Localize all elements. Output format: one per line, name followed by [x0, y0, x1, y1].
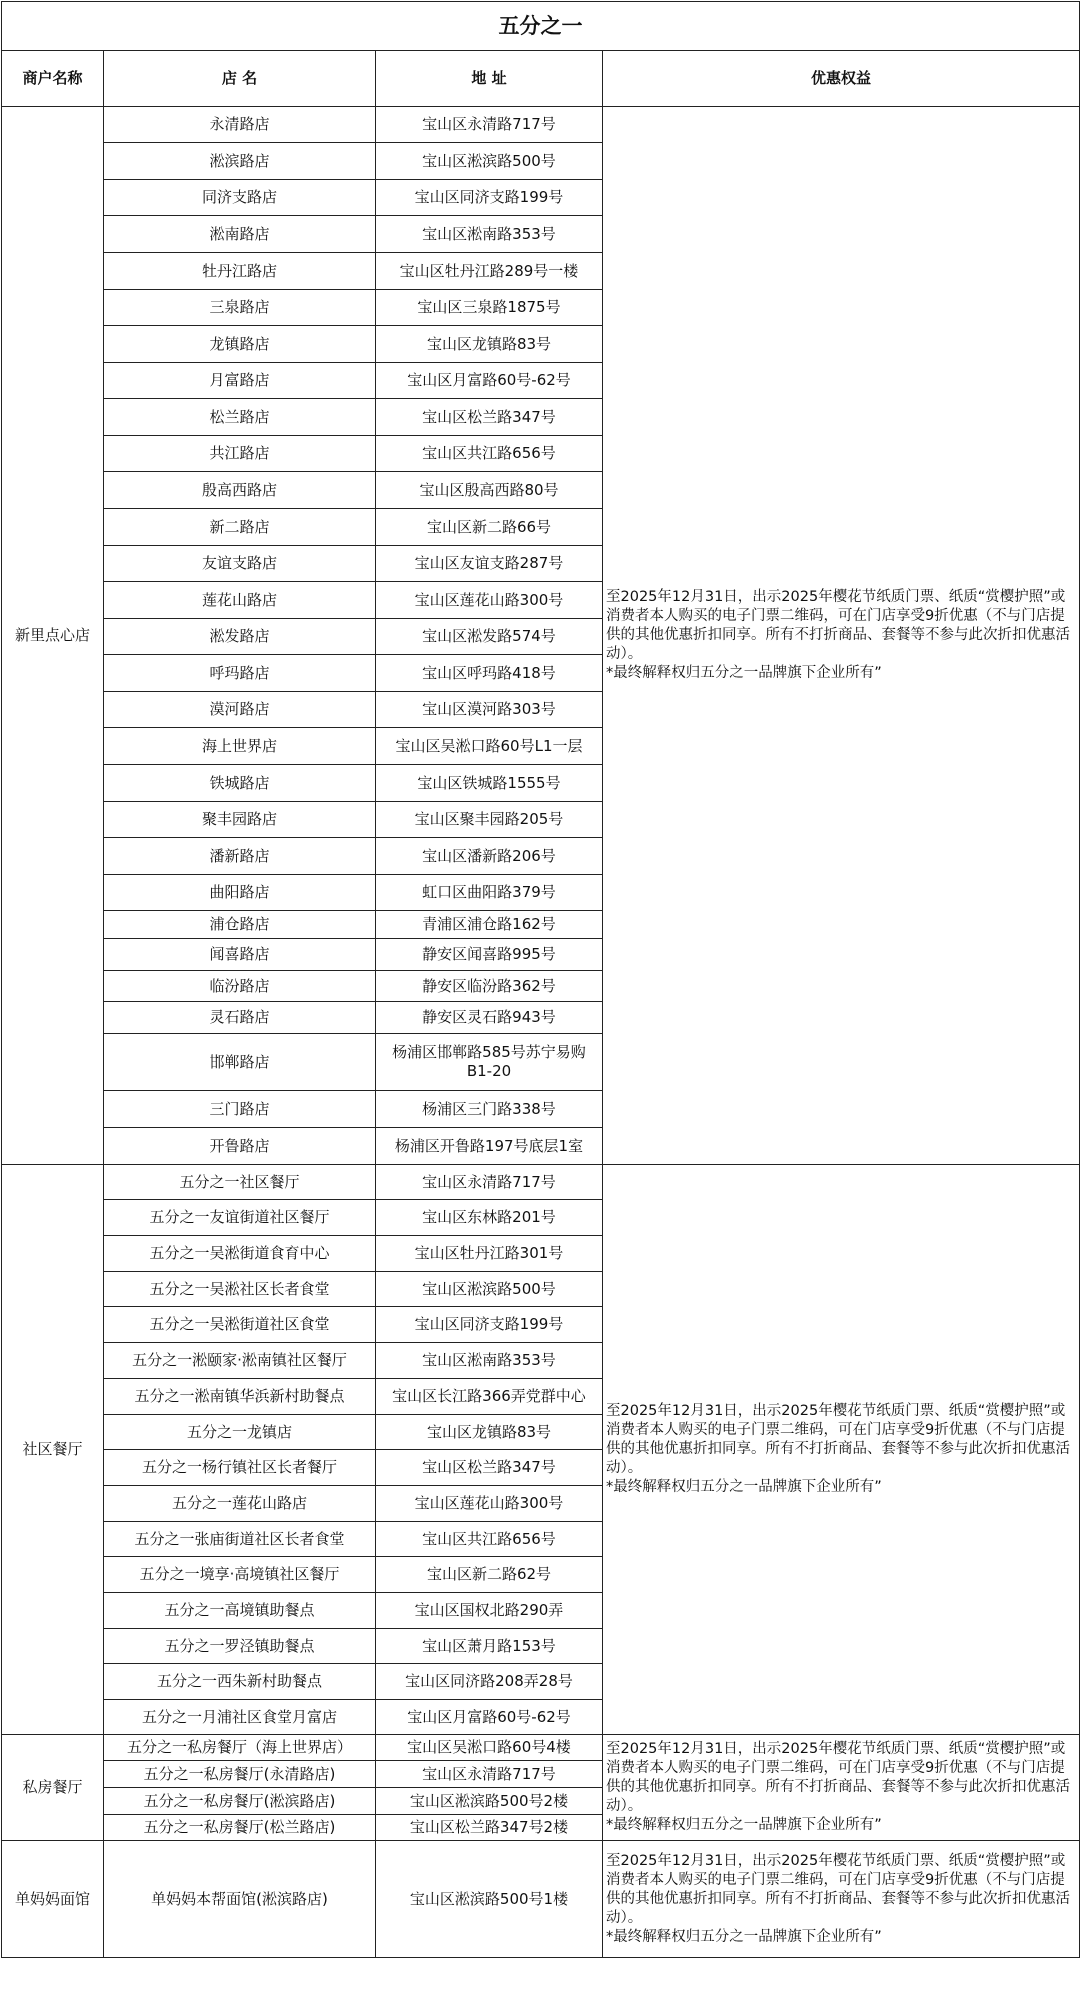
store-name: 新二路店 [104, 509, 376, 546]
store-address: 宝山区国权北路290弄 [376, 1593, 603, 1629]
benefit-cell [603, 1841, 1080, 1958]
store-address: 宝山区同济路208弄28号 [376, 1664, 603, 1700]
table-row [2, 1841, 1080, 1958]
merchant-name: 单妈妈面馆 [2, 1841, 104, 1958]
merchant-name: 新里点心店 [2, 107, 104, 1165]
store-address: 宝山区龙镇路83号 [376, 326, 603, 363]
store-address: 虹口区曲阳路379号 [376, 875, 603, 911]
store-address: 宝山区吴淞口路60号L1一层 [376, 728, 603, 765]
store-address: 宝山区淞南路353号 [376, 216, 603, 253]
store-address: 宝山区莲花山路300号 [376, 1486, 603, 1522]
store-address: 宝山区同济支路199号 [376, 180, 603, 216]
store-name: 五分之一张庙街道社区长者食堂 [104, 1522, 376, 1557]
store-address: 宝山区龙镇路83号 [376, 1415, 603, 1450]
store-address: 宝山区漠河路303号 [376, 692, 603, 728]
store-name: 莲花山路店 [104, 582, 376, 619]
benefit-text: 至2025年12月31日，出示2025年樱花节纸质门票、纸质“赏樱护照”或消费者本人购买的电子门票二维码，可在门店享受9折优惠（不与门店提供的其他优惠折扣同享。所有不打折商品、套餐等不参与此次折扣优惠活动）。 [606, 1741, 1070, 1814]
store-name: 松兰路店 [104, 399, 376, 436]
store-name: 灵石路店 [104, 1002, 376, 1034]
store-name: 五分之一淞南镇华浜新村助餐点 [104, 1379, 376, 1415]
table-row [2, 107, 1080, 143]
table-row [2, 1165, 1080, 1200]
store-name: 单妈妈本帮面馆(淞滨路店) [104, 1841, 376, 1958]
store-name: 铁城路店 [104, 765, 376, 802]
benefit-note: *最终解释权归五分之一品牌旗下企业所有” [606, 665, 882, 681]
store-name: 五分之一境享·高境镇社区餐厅 [104, 1557, 376, 1593]
store-address: 宝山区永清路717号 [376, 107, 603, 143]
store-name: 同济支路店 [104, 180, 376, 216]
store-name: 牡丹江路店 [104, 253, 376, 290]
store-name: 临汾路店 [104, 971, 376, 1002]
benefit-note: *最终解释权归五分之一品牌旗下企业所有” [606, 1479, 882, 1495]
store-address: 宝山区淞滨路500号 [376, 143, 603, 180]
store-address: 宝山区松兰路347号2楼 [376, 1815, 603, 1841]
store-name: 浦仓路店 [104, 911, 376, 939]
store-address: 杨浦区邯郸路585号苏宁易购B1-20 [376, 1034, 603, 1091]
store-address: 宝山区月富路60号-62号 [376, 363, 603, 399]
store-name: 龙镇路店 [104, 326, 376, 363]
store-name: 曲阳路店 [104, 875, 376, 911]
table-title: 五分之一 [2, 2, 1080, 51]
store-address: 宝山区东林路201号 [376, 1200, 603, 1236]
store-name: 邯郸路店 [104, 1034, 376, 1091]
store-address: 宝山区淞滨路500号 [376, 1272, 603, 1307]
store-name: 呼玛路店 [104, 655, 376, 692]
header-merchant: 商户名称 [2, 51, 104, 107]
store-address: 静安区闻喜路995号 [376, 939, 603, 971]
store-address: 宝山区新二路66号 [376, 509, 603, 546]
store-address: 杨浦区三门路338号 [376, 1091, 603, 1128]
store-address: 宝山区潘新路206号 [376, 838, 603, 875]
store-address: 宝山区淞滨路500号2楼 [376, 1788, 603, 1815]
store-address: 宝山区友谊支路287号 [376, 546, 603, 582]
store-name: 五分之一社区餐厅 [104, 1165, 376, 1200]
store-name: 三泉路店 [104, 290, 376, 326]
header-benefit: 优惠权益 [603, 51, 1080, 107]
store-name: 淞发路店 [104, 619, 376, 655]
header-store: 店 名 [104, 51, 376, 107]
benefit-note: *最终解释权归五分之一品牌旗下企业所有” [606, 1817, 882, 1833]
store-address: 宝山区淞发路574号 [376, 619, 603, 655]
store-address: 宝山区共江路656号 [376, 436, 603, 472]
store-address: 宝山区永清路717号 [376, 1761, 603, 1788]
store-name: 淞滨路店 [104, 143, 376, 180]
store-name: 开鲁路店 [104, 1128, 376, 1165]
store-address: 宝山区牡丹江路301号 [376, 1236, 603, 1272]
merchant-name: 私房餐厅 [2, 1735, 104, 1841]
benefit-text: 至2025年12月31日，出示2025年樱花节纸质门票、纸质“赏樱护照”或消费者本人购买的电子门票二维码，可在门店享受9折优惠（不与门店提供的其他优惠折扣同享。所有不打折商品、套餐等不参与此次折扣优惠活动）。 [606, 1852, 1070, 1926]
store-address: 宝山区萧月路153号 [376, 1629, 603, 1664]
store-name: 五分之一吴淞街道食育中心 [104, 1236, 376, 1272]
store-name: 潘新路店 [104, 838, 376, 875]
benefit-text: 至2025年12月31日，出示2025年樱花节纸质门票、纸质“赏樱护照”或消费者本人购买的电子门票二维码，可在门店享受9折优惠（不与门店提供的其他优惠折扣同享。所有不打折商品、套餐等不参与此次折扣优惠活动）。 [606, 1403, 1070, 1476]
store-name: 殷高西路店 [104, 472, 376, 509]
store-address: 宝山区吴淞口路60号4楼 [376, 1735, 603, 1761]
merchant-table [1, 1, 1080, 1958]
store-address: 宝山区新二路62号 [376, 1557, 603, 1593]
store-address: 宝山区铁城路1555号 [376, 765, 603, 802]
store-name: 淞南路店 [104, 216, 376, 253]
store-name: 三门路店 [104, 1091, 376, 1128]
benefit-cell [603, 107, 1080, 1165]
store-address: 静安区灵石路943号 [376, 1002, 603, 1034]
table-row [2, 1735, 1080, 1761]
store-name: 闻喜路店 [104, 939, 376, 971]
store-name: 海上世界店 [104, 728, 376, 765]
store-name: 五分之一友谊街道社区餐厅 [104, 1200, 376, 1236]
benefit-text: 至2025年12月31日，出示2025年樱花节纸质门票、纸质“赏樱护照”或消费者本人购买的电子门票二维码，可在门店享受9折优惠（不与门店提供的其他优惠折扣同享。所有不打折商品、套餐等不参与此次折扣优惠活动）。 [606, 589, 1070, 662]
table-body [2, 107, 1080, 1958]
store-name: 五分之一私房餐厅(永清路店) [104, 1761, 376, 1788]
merchant-name: 社区餐厅 [2, 1165, 104, 1735]
store-address: 宝山区松兰路347号 [376, 1450, 603, 1486]
store-address: 宝山区永清路717号 [376, 1165, 603, 1200]
benefit-note: *最终解释权归五分之一品牌旗下企业所有” [606, 1928, 882, 1945]
header-row [2, 51, 1080, 107]
store-name: 漠河路店 [104, 692, 376, 728]
store-name: 五分之一莲花山路店 [104, 1486, 376, 1522]
store-address: 宝山区三泉路1875号 [376, 290, 603, 326]
store-name: 五分之一西朱新村助餐点 [104, 1664, 376, 1700]
store-name: 永清路店 [104, 107, 376, 143]
store-address: 杨浦区开鲁路197号底层1室 [376, 1128, 603, 1165]
store-name: 五分之一罗泾镇助餐点 [104, 1629, 376, 1664]
store-name: 五分之一吴淞街道社区食堂 [104, 1307, 376, 1343]
store-address: 宝山区月富路60号-62号 [376, 1700, 603, 1735]
store-address: 宝山区松兰路347号 [376, 399, 603, 436]
benefit-cell [603, 1735, 1080, 1841]
store-address: 宝山区同济支路199号 [376, 1307, 603, 1343]
store-name: 五分之一吴淞社区长者食堂 [104, 1272, 376, 1307]
store-address: 宝山区共江路656号 [376, 1522, 603, 1557]
store-name: 五分之一私房餐厅（海上世界店） [104, 1735, 376, 1761]
title-row [2, 2, 1080, 51]
store-address: 宝山区呼玛路418号 [376, 655, 603, 692]
store-address: 宝山区淞南路353号 [376, 1343, 603, 1379]
store-name: 五分之一私房餐厅(淞滨路店) [104, 1788, 376, 1815]
store-address: 宝山区长江路366弄党群中心 [376, 1379, 603, 1415]
store-name: 月富路店 [104, 363, 376, 399]
store-name: 共江路店 [104, 436, 376, 472]
store-address: 宝山区牡丹江路289号一楼 [376, 253, 603, 290]
store-name: 五分之一淞颐家·淞南镇社区餐厅 [104, 1343, 376, 1379]
benefit-cell [603, 1165, 1080, 1735]
store-address: 静安区临汾路362号 [376, 971, 603, 1002]
store-name: 五分之一龙镇店 [104, 1415, 376, 1450]
store-name: 五分之一月浦社区食堂月富店 [104, 1700, 376, 1735]
store-name: 友谊支路店 [104, 546, 376, 582]
store-address: 宝山区殷高西路80号 [376, 472, 603, 509]
store-name: 聚丰园路店 [104, 802, 376, 838]
header-address: 地 址 [376, 51, 603, 107]
store-name: 五分之一杨行镇社区长者餐厅 [104, 1450, 376, 1486]
store-name: 五分之一私房餐厅(松兰路店) [104, 1815, 376, 1841]
store-address: 宝山区聚丰园路205号 [376, 802, 603, 838]
store-address: 宝山区莲花山路300号 [376, 582, 603, 619]
store-address: 青浦区浦仓路162号 [376, 911, 603, 939]
store-address: 宝山区淞滨路500号1楼 [376, 1841, 603, 1958]
store-name: 五分之一高境镇助餐点 [104, 1593, 376, 1629]
